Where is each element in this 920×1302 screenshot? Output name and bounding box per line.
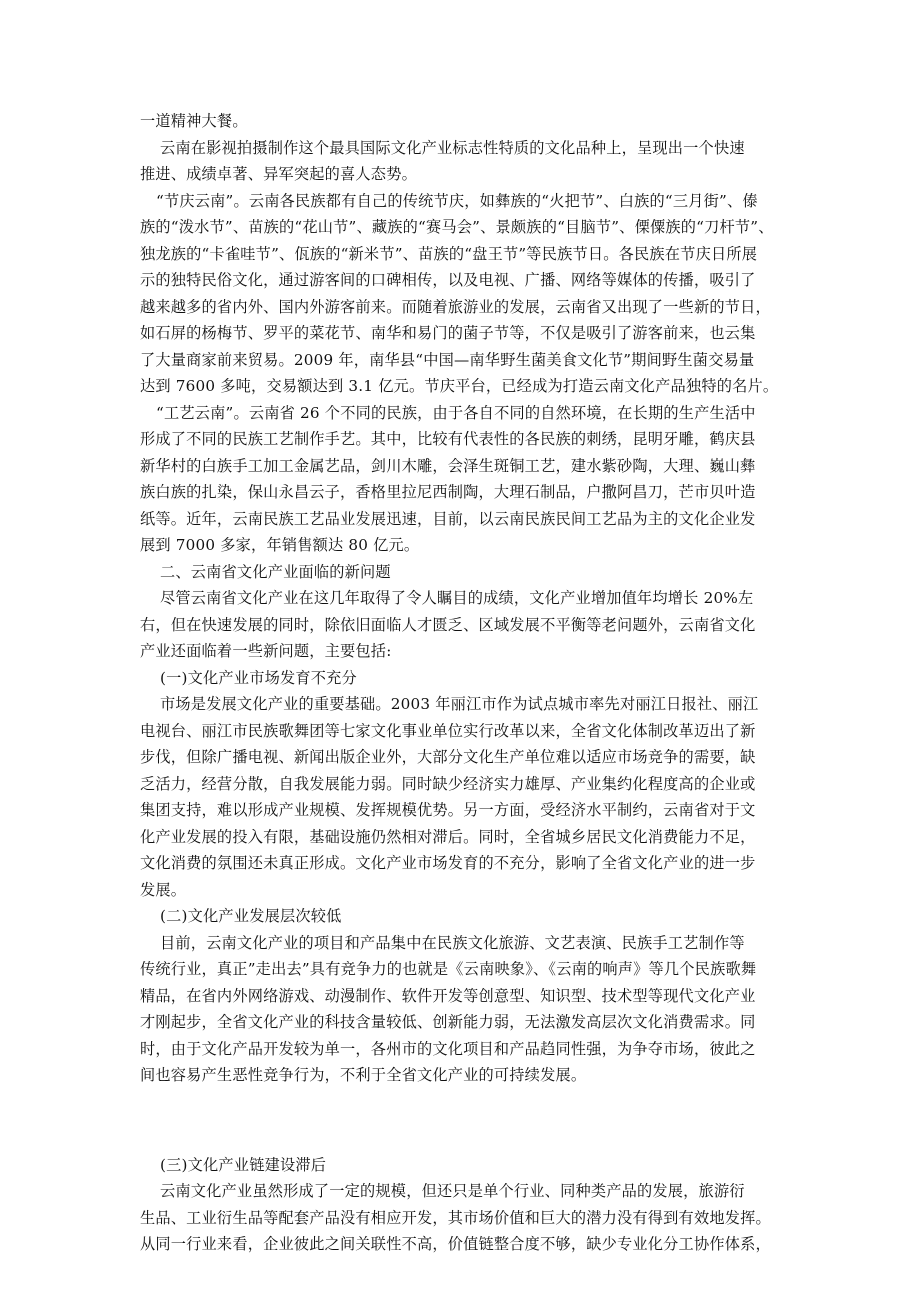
text-line: 才刚起步，全省文化产业的科技含量较低、创新能力弱，无法激发高层次文化消费需求。同 <box>140 1013 756 1031</box>
text-line: “节庆云南”。云南各民族都有自己的传统节庆，如彝族的“火把节”、白族的“三月街”、傣 <box>156 191 758 210</box>
text-line: 展到 7000 多家，年销售额达 80 亿元。 <box>140 536 420 554</box>
text-line: 文化消费的氛围还未真正形成。文化产业市场发育的不充分，影响了全省文化产业的进一步 <box>140 854 756 872</box>
text-line: 族的“泼水节”、苗族的“花山节”、藏族的“赛马会”、景颇族的“目脑节”、傈僳族的“刀杆节”、 <box>140 218 774 236</box>
text-line: 尽管云南省文化产业在这几年取得了令人瞩目的成绩，文化产业增加值年均增长 20%左 <box>160 589 754 607</box>
text-line: 右，但在快速发展的同时，除依旧面临人才匮乏、区域发展不平衡等老问题外，云南省文化 <box>140 615 756 634</box>
text-line: 电视台、丽江市民族歌舞团等七家文化事业单位实行改革以来，全省文化体制改革迈出了新 <box>140 721 756 740</box>
text-line: 二、云南省文化产业面临的新问题 <box>160 562 391 581</box>
text-line: 族白族的扎染，保山永昌云子，香格里拉尼西制陶，大理石制品，户撒阿昌刀，芒市贝叶造 <box>140 483 756 501</box>
text-line: 步伐，但除广播电视、新闻出版企业外，大部分文化生产单位难以适应市场竞争的需要，缺 <box>140 748 756 766</box>
text-line: 新华村的白族手工加工金属艺品，剑川木雕，会泽生斑铜工艺，建水紫砂陶，大理、巍山彝 <box>140 456 756 475</box>
page-break-space <box>140 1089 782 1152</box>
text-line: “工艺云南”。云南省 26 个不同的民族，由于各自不同的自然环境，在长期的生产生活中 <box>156 403 756 422</box>
text-line: 推进、成绩卓著、异军突起的喜人态势。 <box>140 165 417 183</box>
text-line: 生品、工业衍生品等配套产品没有相应开发，其市场价值和巨大的潜力没有得到有效地发挥。 <box>140 1208 771 1227</box>
text-line: 如石屏的杨梅节、罗平的菜花节、南华和易门的菌子节等，不仅是吸引了游客前来，也云集 <box>140 324 756 342</box>
text-line: (三)文化产业链建设滞后 <box>160 1155 327 1174</box>
text-line: 乏活力，经营分散，自我发展能力弱。同时缺少经济实力雄厚、产业集约化程度高的企业或 <box>140 774 756 793</box>
text-line: 云南文化产业虽然形成了一定的规模，但还只是单个行业、同种类产品的发展，旅游衍 <box>160 1182 745 1200</box>
text-line: 云南在影视拍摄制作这个最具国际文化产业标志性特质的文化品种上，呈现出一个快速 <box>160 138 745 157</box>
text-line: 时，由于文化产品开发较为单一，各州市的文化项目和产品趋同性强，为争夺市场，彼此之 <box>140 1039 756 1058</box>
text-line: 市场是发展文化产业的重要基础。2003 年丽江市作为试点城市率先对丽江日报社、丽江 <box>160 695 759 713</box>
document-page <box>140 108 782 1258</box>
text-line: 越来越多的省内外、国内外游客前来。而随着旅游业的发展，云南省又出现了一些新的节日， <box>140 297 771 316</box>
text-line: 示的独特民俗文化，通过游客间的口碑相传，以及电视、广播、网络等媒体的传播，吸引了 <box>140 271 756 289</box>
text-line: 目前，云南文化产业的项目和产品集中在民族文化旅游、文艺表演、民族手工艺制作等 <box>160 933 745 952</box>
text-line: 纸等。近年，云南民族工艺品业发展迅速，目前，以云南民族民间工艺品为主的文化企业发 <box>140 509 756 528</box>
document-body <box>140 108 782 1089</box>
text-line: 化产业发展的投入有限，基础设施仍然相对滞后。同时，全省城乡居民文化消费能力不足， <box>140 827 756 846</box>
text-line: (二)文化产业发展层次较低 <box>160 907 342 925</box>
text-line: 独龙族的“卡雀哇节”、佤族的“新米节”、苗族的“盘王节”等民族节日。各民族在节庆日所展 <box>140 244 758 263</box>
text-line: 精品，在省内外网络游戏、动漫制作、软件开发等创意型、知识型、技术型等现代文化产业 <box>140 986 756 1005</box>
text-line: (一)文化产业市场发育不充分 <box>160 668 357 687</box>
text-line: 达到 7600 多吨，交易额达到 3.1 亿元。节庆平台，已经成为打造云南文化产品独特的名片。 <box>140 377 779 395</box>
document-body-continued <box>140 1152 782 1258</box>
text-line: 传统行业，真正”走出去”具有竞争力的也就是《云南映象》、《云南的响声》等几个民族歌舞 <box>140 960 757 978</box>
text-line: 产业还面临着一些新问题，主要包括: <box>140 642 392 660</box>
text-line: 形成了不同的民族工艺制作手艺。其中，比较有代表性的各民族的刺绣，昆明牙雕，鹤庆县 <box>140 430 756 448</box>
text-line: 间也容易产生恶性竞争行为，不利于全省文化产业的可持续发展。 <box>140 1066 587 1084</box>
text-line: 了大量商家前来贸易。2009 年，南华县“中国—南华野生菌美食文化节”期间野生菌交易量 <box>140 350 755 369</box>
text-line: 发展。 <box>140 880 187 899</box>
text-line: 从同一行业来看，企业彼此之间关联性不高，价值链整合度不够，缺少专业化分工协作体系， <box>140 1235 771 1253</box>
text-line: 集团支持，难以形成产业规模、发挥规模优势。另一方面，受经济水平制约，云南省对于文 <box>140 801 756 819</box>
text-line: 一道精神大餐。 <box>140 112 248 130</box>
